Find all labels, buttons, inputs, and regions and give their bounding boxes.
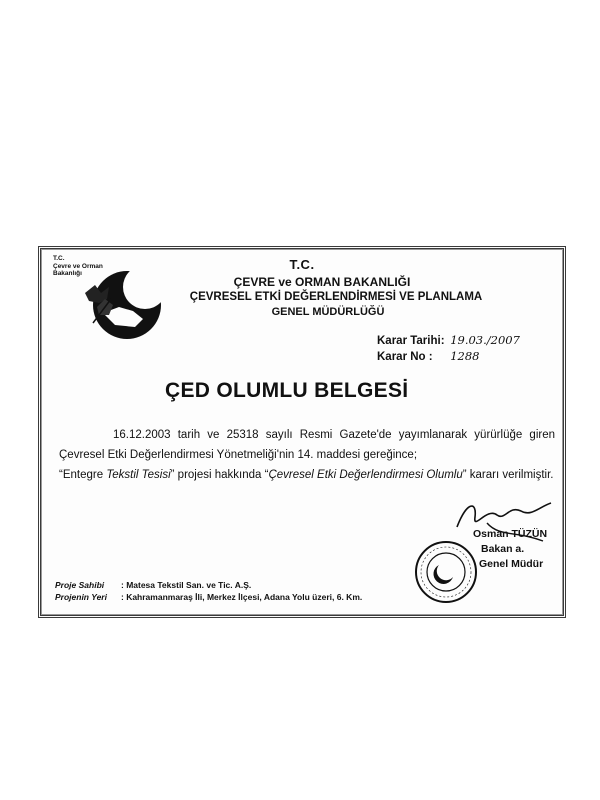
decision-date-value: 19.03./2007 (450, 333, 520, 347)
logo-line-3: Bakanlığı (53, 270, 82, 277)
signatory-name: Osman TÜZÜN (473, 528, 548, 540)
body-paragraph-1: 16.12.2003 tarih ve 25318 sayılı Resmi Gazete'de yayımlanarak yürürlüğe giren Çevresel Etki Değerlendirmesi Yönetmeliği'nin 14. maddesi gereğince; (59, 429, 555, 461)
decision-number-value: 1288 (450, 349, 480, 363)
decision-date (377, 333, 520, 347)
ministry-name: ÇEVRE ve ORMAN BAKANLIĞI (233, 275, 411, 289)
body-paragraph-2: “Entegre Tekstil Tesisi” projesi hakkında “Çevresel Etki Değerlendirmesi Olumlu” kararı verilmiştir. (59, 469, 554, 481)
header-tc: T.C. (289, 257, 315, 272)
signatory (473, 527, 547, 572)
project-details (55, 579, 362, 603)
certificate-body (59, 425, 555, 485)
logo-line-1: T.C. (53, 255, 65, 262)
project-location-value: : Kahramanmaraş İli, Merkez İlçesi, Adana Yolu üzeri, 6. Km. (121, 592, 363, 602)
project-location (55, 591, 362, 603)
project-owner-label: Proje Sahibi (55, 580, 105, 590)
decision-date-label: Karar Tarihi: (377, 335, 445, 347)
official-seal-stamp (413, 539, 479, 605)
project-owner (55, 579, 362, 591)
certificate (38, 246, 566, 618)
project-owner-value: : Matesa Tekstil San. ve Tic. A.Ş. (121, 580, 252, 590)
general-directorate: GENEL MÜDÜRLÜĞÜ (271, 306, 385, 318)
directorate-name: ÇEVRESEL ETKİ DEĞERLENDİRMESİ VE PLANLAMA (189, 291, 483, 303)
signatory-role-1: Bakan a. (481, 543, 525, 555)
logo-line-2: Çevre ve Orman (53, 262, 103, 270)
signature-block (413, 511, 563, 611)
decision-number (377, 349, 479, 363)
decision-number-label: Karar No : (377, 351, 433, 363)
signatory-role-2: Genel Müdür (479, 558, 544, 570)
document-title: ÇED OLUMLU BELGESİ (165, 379, 409, 402)
project-location-label: Projenin Yeri (55, 592, 107, 602)
